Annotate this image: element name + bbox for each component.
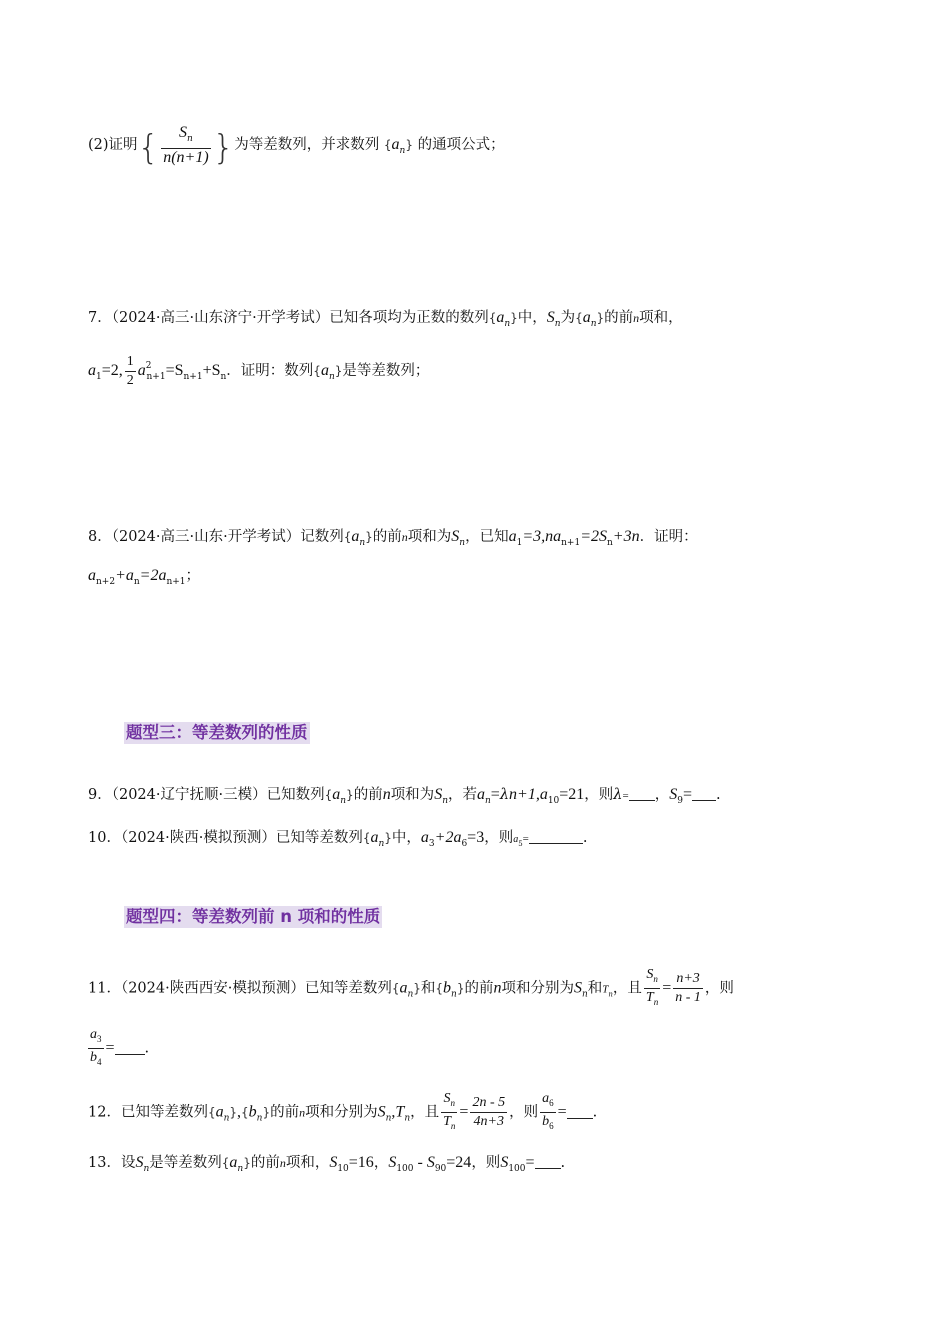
question-9: 9．（2024·辽宁抚顺·三模）已知数列$\{a_n\}$的前n项和为$S_n$，若$a_n=\lambda n+1,a_{10}=21$，则λ= ，$S_9=$ . (88, 786, 721, 806)
answer-blank[interactable] (692, 786, 716, 801)
fraction: $\frac{S_n}{n(n+1)}$ (163, 123, 209, 166)
section-heading-4: 题型四：等差数列前 n 项和的性质 (126, 907, 381, 926)
question-source: （2024·高三·山东·开学考试） (111, 529, 301, 545)
question-source: （2024·高三·山东济宁·开学考试） (111, 310, 330, 326)
question-7-line1: 7．（2024·高三·山东济宁·开学考试）已知各项均为正数的数列$\{a_n\}$中，$S_n$为$\{a_n\}$的前n项和， (88, 309, 683, 329)
left-brace-icon: { (137, 128, 160, 168)
question-source: （2024·陕西·模拟预测） (120, 830, 276, 846)
question-11-line1: 11．（2024·陕西西安·模拟预测）已知等差数列$\{a_n\}$和$\{b_n\}$的前n项和分别为$S_n$和$T_n$，且 $\frac{S_n}{T_n}$ = $\frac{n+3}{n - 1}$ ，则 (88, 967, 734, 1007)
question-13: 13．设$S_n$是等差数列$\{a_n\}$的前n项和，$S_{10}=16$，$S_{100} - S_{90}=24$，则$S_{100}=$ . (88, 1154, 566, 1174)
question-source: （2024·辽宁抚顺·三模） (111, 787, 267, 803)
part-label: (2)证明 (88, 137, 138, 153)
question-12: 12．已知等差数列$\{a_n\},\{b_n\}$的前n项和分别为$S_n,T_n$，且 $\frac{S_n}{T_n}$ = $\frac{2n - 5}{4n+3}$ ，则 $\frac{a_6}{b_6}$ = . (88, 1091, 598, 1131)
question-11-line2: $\frac{a_3}{b_4}$ = . (90, 1027, 150, 1067)
answer-blank[interactable] (567, 1104, 593, 1119)
question-8-line2: $a_{n+2}+a_n=2a_{n+1}$； (88, 567, 201, 587)
question-source: （2024·陕西西安·模拟预测） (120, 980, 305, 997)
question-8-line1: 8．（2024·高三·山东·开学考试）记数列$\{a_n\}$的前n项和为$S_n$，已知$a_1=3,na_{n+1}=2S_n+3n$．证明： (88, 528, 698, 548)
section-heading-3: 题型三：等差数列的性质 (126, 723, 308, 742)
answer-blank[interactable] (529, 829, 583, 844)
answer-blank[interactable] (629, 786, 655, 801)
answer-blank[interactable] (115, 1040, 145, 1055)
answer-blank[interactable] (535, 1154, 561, 1169)
question-7-line2: $a_1=2$, $\frac{1}{2}$ $a^2_{n+1}=S_{n+1}+S_n$．证明：数列$\{a_n\}$是等差数列； (88, 353, 430, 388)
right-brace-icon: } (212, 128, 235, 168)
part2-line: (2)证明{ $\frac{S_n}{n(n+1)}$ }为等差数列，并求数列 $\{a_n\}$ 的通项公式； (88, 123, 505, 168)
question-10: 10．（2024·陕西·模拟预测）已知等差数列$\{a_n\}$中，$a_3+2a_6=3$，则$a_5=$ . (88, 829, 588, 849)
